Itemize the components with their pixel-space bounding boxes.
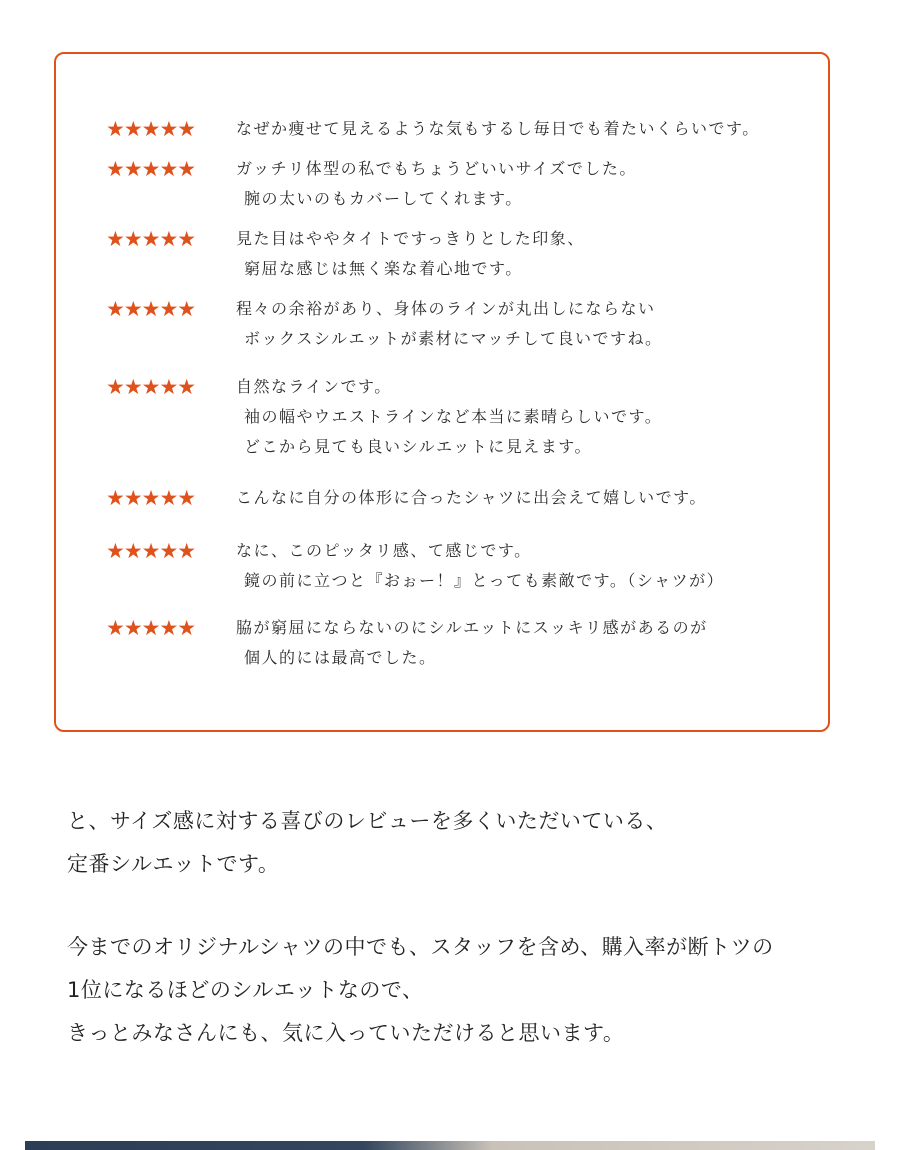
paragraph-line: 定番シルエットです。 — [67, 852, 280, 876]
review-item — [106, 224, 806, 284]
review-item — [106, 536, 806, 596]
rating-stars: ★★★★★ — [106, 539, 196, 563]
rating-stars: ★★★★★ — [106, 297, 196, 321]
review-line: 自然なラインです。 — [236, 377, 392, 396]
review-line: ガッチリ体型の私でもちょうどいいサイズでした。 — [236, 159, 637, 178]
review-text — [236, 536, 724, 596]
review-item — [106, 294, 806, 354]
product-photo-top-edge — [25, 1141, 875, 1150]
review-text — [236, 294, 662, 354]
rating-stars: ★★★★★ — [106, 616, 196, 640]
paragraph-line: と、サイズ感に対する喜びのレビューを多くいただいている、 — [67, 809, 668, 833]
review-text — [236, 483, 707, 513]
paragraph-line: 今までのオリジナルシャツの中でも、スタッフを含め、購入率が断トツの — [67, 935, 774, 959]
review-line: どこから見ても良いシルエットに見えます。 — [244, 437, 593, 456]
review-box — [54, 52, 830, 732]
rating-stars: ★★★★★ — [106, 375, 196, 399]
rating-stars: ★★★★★ — [106, 117, 196, 141]
review-line: なぜか痩せて見えるような気もするし毎日でも着たいくらいです。 — [236, 119, 760, 138]
paragraph-line: きっとみなさんにも、気に入っていただけると思います。 — [67, 1021, 625, 1045]
review-line: なに、このピッタリ感、て感じです。 — [236, 541, 532, 560]
review-text — [236, 613, 708, 673]
intro-paragraph — [67, 800, 867, 886]
review-item — [106, 483, 806, 513]
rating-stars: ★★★★★ — [106, 157, 196, 181]
review-line: ボックスシルエットが素材にマッチして良いですね。 — [244, 329, 663, 348]
review-line: 見た目はややタイトですっきりとした印象、 — [236, 229, 585, 248]
review-line: 窮屈な感じは無く楽な着心地です。 — [244, 259, 523, 278]
review-text — [236, 372, 662, 462]
review-text — [236, 224, 585, 284]
rating-stars: ★★★★★ — [106, 486, 196, 510]
paragraph-line: 1位になるほどのシルエットなので、 — [67, 978, 424, 1002]
review-line: 腕の太いのもカバーしてくれます。 — [244, 189, 523, 208]
review-line: 袖の幅やウエストラインなど本当に素晴らしいです。 — [244, 407, 663, 426]
review-item — [106, 613, 806, 673]
review-item — [106, 372, 806, 462]
review-item — [106, 114, 806, 144]
review-item — [106, 154, 806, 214]
review-line: こんなに自分の体形に合ったシャツに出会えて嬉しいです。 — [236, 488, 707, 507]
review-line: 個人的には最高でした。 — [244, 648, 437, 667]
rating-stars: ★★★★★ — [106, 227, 196, 251]
review-line: 脇が窮屈にならないのにシルエットにスッキリ感があるのが — [236, 618, 708, 637]
review-text — [236, 114, 760, 144]
review-line: 鏡の前に立つと『おぉー！』とっても素敵です。（シャツが） — [244, 571, 725, 590]
review-text — [236, 154, 637, 214]
review-line: 程々の余裕があり、身体のラインが丸出しにならない — [236, 299, 656, 318]
closing-paragraph — [67, 926, 867, 1055]
